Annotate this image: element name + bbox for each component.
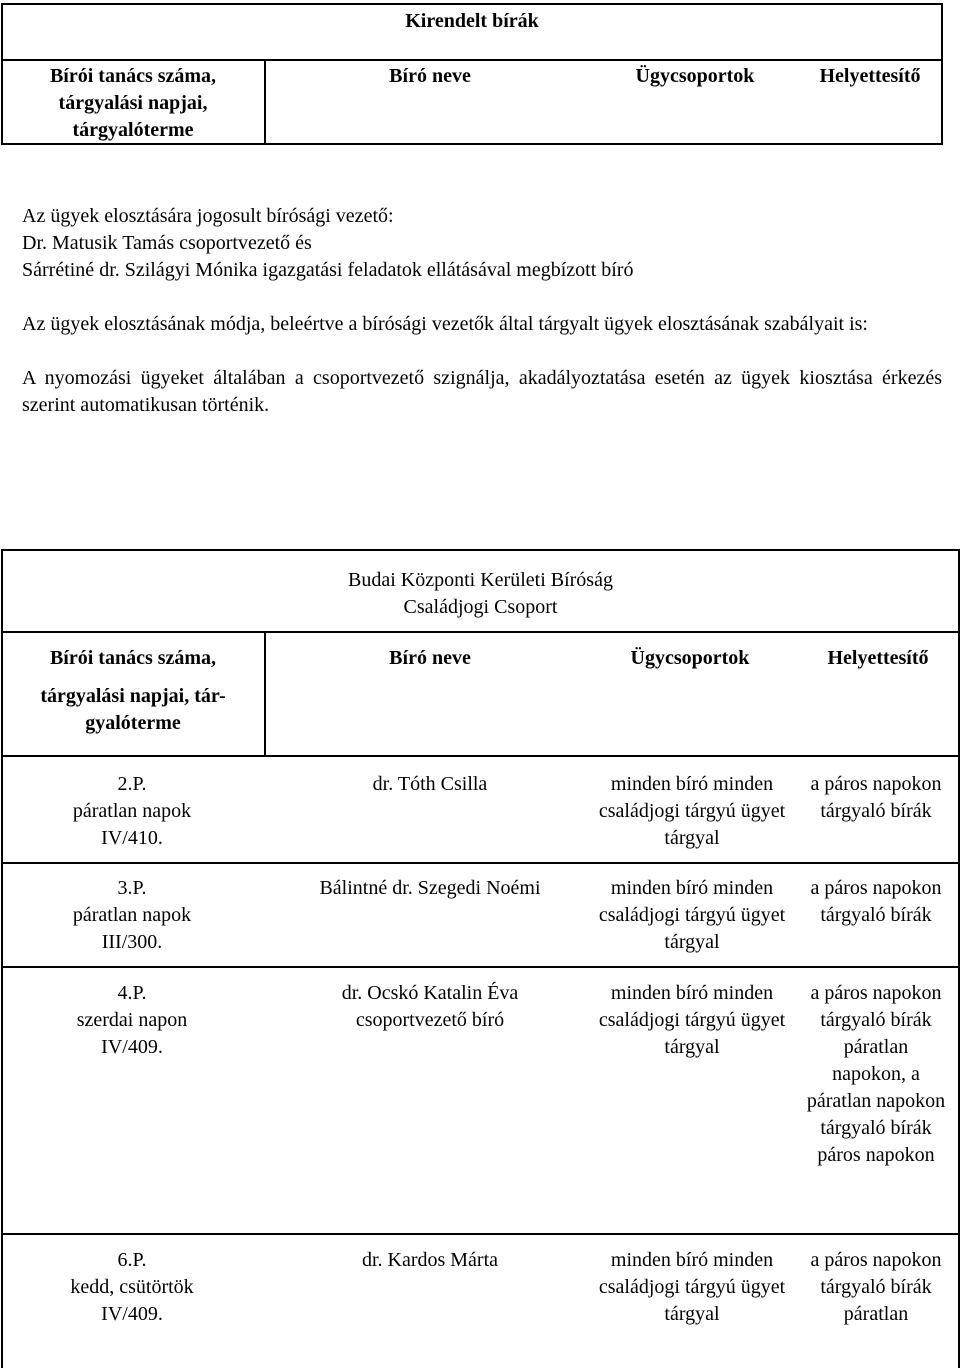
row-divider (1, 1233, 960, 1235)
row-substitute: a páros napokon tárgyaló bírák (810, 877, 942, 926)
row-days: páratlan napok (72, 904, 192, 926)
row-divider (1, 862, 960, 864)
csaladjogi-title-group: Családjogi Csoport (403, 596, 558, 618)
row-judge: dr. Tóth Csilla (372, 773, 488, 795)
row-substitute: a páros napokon tárgyaló bírák páratlan napokon, a páratlan napokon tárgyaló bírák páros napokon (806, 982, 946, 1166)
distributor-2: Sárrétiné dr. Szilágyi Mónika igazgatási feladatok ellátásával megbízott bíró (22, 259, 634, 281)
csaladjogi-title-court: Budai Központi Kerületi Bíróság (348, 569, 613, 591)
csaladjogi-title-divider (1, 631, 960, 633)
csaladjogi-header-groups: Ügycsoportok (630, 647, 750, 669)
csaladjogi-header-council: Bírói tanács száma, (49, 647, 217, 669)
row-substitute: a páros napokon tárgyaló bírák páratlan (810, 1249, 942, 1325)
kirendelt-header-substitute: Helyettesítő (819, 65, 921, 87)
row-room: IV/410. (101, 827, 163, 849)
row-council: 4.P. (117, 982, 147, 1004)
csaladjogi-header-judge: Bíró neve (389, 647, 471, 669)
kirendelt-title-divider (1, 59, 943, 61)
row-divider (1, 966, 960, 968)
row-council: 2.P. (117, 773, 147, 795)
row-room: III/300. (101, 931, 163, 953)
row-groups: minden bíró minden családjogi tárgyú ügyet tárgyal (598, 1249, 786, 1325)
csaladjogi-header-days-room: tárgyalási napjai, tár-gyalóterme (40, 685, 226, 734)
method-intro: Az ügyek elosztásának módja, beleértve a bírósági vezetők által tárgyalt ügyek elosztásának szabályait is: (22, 313, 868, 335)
row-room: IV/409. (101, 1036, 163, 1058)
row-days: szerdai napon (76, 1009, 188, 1031)
kirendelt-header-judge: Bíró neve (389, 65, 471, 87)
row-groups: minden bíró minden családjogi tárgyú ügyet tárgyal (598, 982, 786, 1058)
distributor-1: Dr. Matusik Tamás csoportvezető és (22, 232, 312, 254)
row-days: páratlan napok (72, 800, 192, 822)
row-substitute: a páros napokon tárgyaló bírák (810, 773, 942, 822)
kirendelt-header-groups: Ügycsoportok (635, 65, 755, 87)
row-days: kedd, csütörtök (70, 1276, 194, 1298)
row-council: 6.P. (117, 1249, 147, 1271)
row-groups: minden bíró minden családjogi tárgyú ügyet tárgyal (598, 877, 786, 953)
row-groups: minden bíró minden családjogi tárgyú ügyet tárgyal (598, 773, 786, 849)
kirendelt-col-divider (264, 59, 266, 145)
kirendelt-header-council: Bírói tanács száma, tárgyalási napjai, tárgyalóterme (49, 65, 217, 141)
row-judge: dr. Kardos Márta (361, 1249, 499, 1271)
method-text: A nyomozási ügyeket általában a csoportvezető szignálja, akadályoztatása esetén az ügyek kiosztása érkezés szerint automatikusan történik. (22, 367, 942, 416)
row-judge: dr. Ocskó Katalin Éva (341, 982, 519, 1004)
row-judge-role: csoportvezető bíró (355, 1009, 505, 1031)
csaladjogi-header-substitute: Helyettesítő (827, 647, 929, 669)
row-council: 3.P. (117, 877, 147, 899)
distributor-intro: Az ügyek elosztására jogosult bírósági vezető: (22, 205, 394, 227)
row-room: IV/409. (101, 1303, 163, 1325)
row-judge: Bálintné dr. Szegedi Noémi (319, 877, 541, 899)
csaladjogi-header-divider (1, 755, 960, 757)
kirendelt-title: Kirendelt bírák (405, 10, 539, 32)
csaladjogi-col-divider (264, 631, 266, 756)
